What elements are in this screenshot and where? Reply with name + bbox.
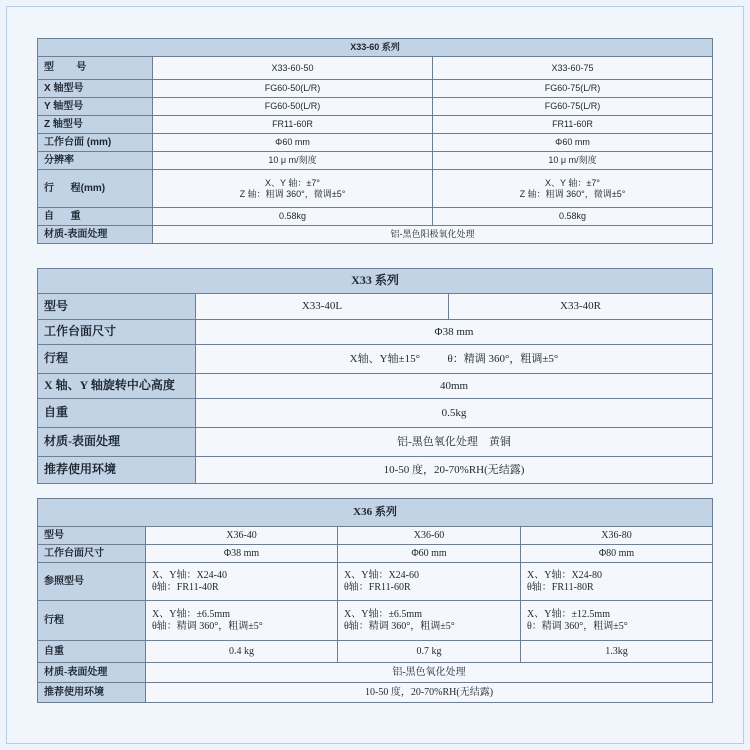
- cell-value: FG60-75(L/R): [433, 80, 713, 98]
- material-value: 铝-黑色氧化处理: [146, 663, 713, 683]
- ref-model-line: X、Y轴：X24-60: [344, 570, 419, 581]
- travel-line: X、Y轴：±6.5mm: [344, 609, 422, 620]
- table-title: X33-60 系列: [38, 39, 713, 57]
- row-label: 材质-表面处理: [38, 428, 196, 457]
- travel-line: Z 轴：粗调 360°，微调±5°: [519, 188, 626, 199]
- row-label: X 轴型号: [38, 80, 153, 98]
- model-name: X33-40R: [449, 294, 713, 320]
- row-label: X 轴、Y 轴旋转中心高度: [38, 374, 196, 399]
- model-label: 型 号: [38, 57, 153, 80]
- travel-value: [521, 601, 713, 641]
- row-label: 自重: [38, 399, 196, 428]
- row-label: 工作台面尺寸: [38, 545, 146, 563]
- ref-model-value: [521, 563, 713, 601]
- cell-value: FG60-75(L/R): [433, 98, 713, 116]
- travel-value: [146, 601, 338, 641]
- environment-value: 10-50 度，20-70%RH(无结露): [146, 683, 713, 703]
- cell-value: Φ60 mm: [338, 545, 521, 563]
- ref-model-line: X、Y轴：X24-40: [152, 570, 227, 581]
- weight-label: 自 重: [38, 208, 153, 226]
- model-name: X33-60-50: [153, 57, 433, 80]
- travel-value: [153, 170, 433, 208]
- travel-line: X、Y 轴：±7°: [545, 178, 600, 189]
- cell-value: Φ60 mm: [153, 134, 433, 152]
- row-label: 分辨率: [38, 152, 153, 170]
- model-name: X33-40L: [196, 294, 449, 320]
- cell-value: Φ60 mm: [433, 134, 713, 152]
- travel-line: X、Y轴：±12.5mm: [527, 609, 610, 620]
- cell-value: 0.5kg: [196, 399, 713, 428]
- weight-value: 1.3kg: [521, 641, 713, 663]
- cell-value: 铝-黑色氧化处理 黄铜: [196, 428, 713, 457]
- model-name: X36-80: [521, 527, 713, 545]
- row-label: Y 轴型号: [38, 98, 153, 116]
- travel-line: Z 轴：粗调 360°，微调±5°: [239, 188, 346, 199]
- cell-value: FR11-60R: [433, 116, 713, 134]
- cell-value: FR11-60R: [153, 116, 433, 134]
- ref-model-value: [338, 563, 521, 601]
- row-label: 材质-表面处理: [38, 663, 146, 683]
- cell-value: X轴、Y轴±15° θ：精调 360°，粗调±5°: [196, 345, 713, 374]
- row-label: 工作台面尺寸: [38, 320, 196, 345]
- row-label: Z 轴型号: [38, 116, 153, 134]
- cell-value: Φ38 mm: [196, 320, 713, 345]
- ref-model-line: θ轴：FR11-80R: [527, 581, 594, 593]
- row-label: 自重: [38, 641, 146, 663]
- cell-value: 40mm: [196, 374, 713, 399]
- model-label: 型号: [38, 294, 196, 320]
- material-label: 材质-表面处理: [38, 226, 153, 244]
- travel-line: θ轴：精调 360°，粗调±5°: [152, 620, 263, 632]
- travel-line: θ：精调 360°，粗调±5°: [527, 620, 628, 632]
- cell-value: Φ80 mm: [521, 545, 713, 563]
- ref-model-line: θ轴：FR11-40R: [152, 581, 219, 593]
- table-title: X36 系列: [38, 499, 713, 527]
- cell-value: 10 μ m/刻度: [153, 152, 433, 170]
- material-value: 铝-黑色阳极氧化处理: [153, 226, 713, 244]
- model-label: 型号: [38, 527, 146, 545]
- cell-value: 10 μ m/刻度: [433, 152, 713, 170]
- table-title: X33 系列: [38, 269, 713, 294]
- travel-line: X、Y 轴：±7°: [265, 178, 320, 189]
- cell-value: Φ38 mm: [146, 545, 338, 563]
- travel-value: [433, 170, 713, 208]
- row-label: 推荐使用环境: [38, 683, 146, 703]
- travel-label: 行 程(mm): [38, 170, 153, 208]
- row-label: 行程: [38, 601, 146, 641]
- row-label: 参照型号: [38, 563, 146, 601]
- cell-value: 10-50 度，20-70%RH(无结露): [196, 457, 713, 484]
- weight-value: 0.7 kg: [338, 641, 521, 663]
- x36-series-table: [37, 498, 713, 703]
- x33-60-series-table: [37, 38, 713, 244]
- model-name: X33-60-75: [433, 57, 713, 80]
- travel-line: θ轴：精调 360°，粗调±5°: [344, 620, 455, 632]
- row-label: 工作台面 (mm): [38, 134, 153, 152]
- travel-value: [338, 601, 521, 641]
- cell-value: FG60-50(L/R): [153, 80, 433, 98]
- x33-series-table: [37, 268, 713, 484]
- weight-value: 0.58kg: [153, 208, 433, 226]
- weight-value: 0.4 kg: [146, 641, 338, 663]
- row-label: 行程: [38, 345, 196, 374]
- model-name: X36-40: [146, 527, 338, 545]
- weight-value: 0.58kg: [433, 208, 713, 226]
- ref-model-value: [146, 563, 338, 601]
- row-label: 推荐使用环境: [38, 457, 196, 484]
- model-name: X36-60: [338, 527, 521, 545]
- ref-model-line: X、Y轴：X24-80: [527, 570, 602, 581]
- cell-value: FG60-50(L/R): [153, 98, 433, 116]
- travel-line: X、Y轴：±6.5mm: [152, 609, 230, 620]
- ref-model-line: θ轴：FR11-60R: [344, 581, 411, 593]
